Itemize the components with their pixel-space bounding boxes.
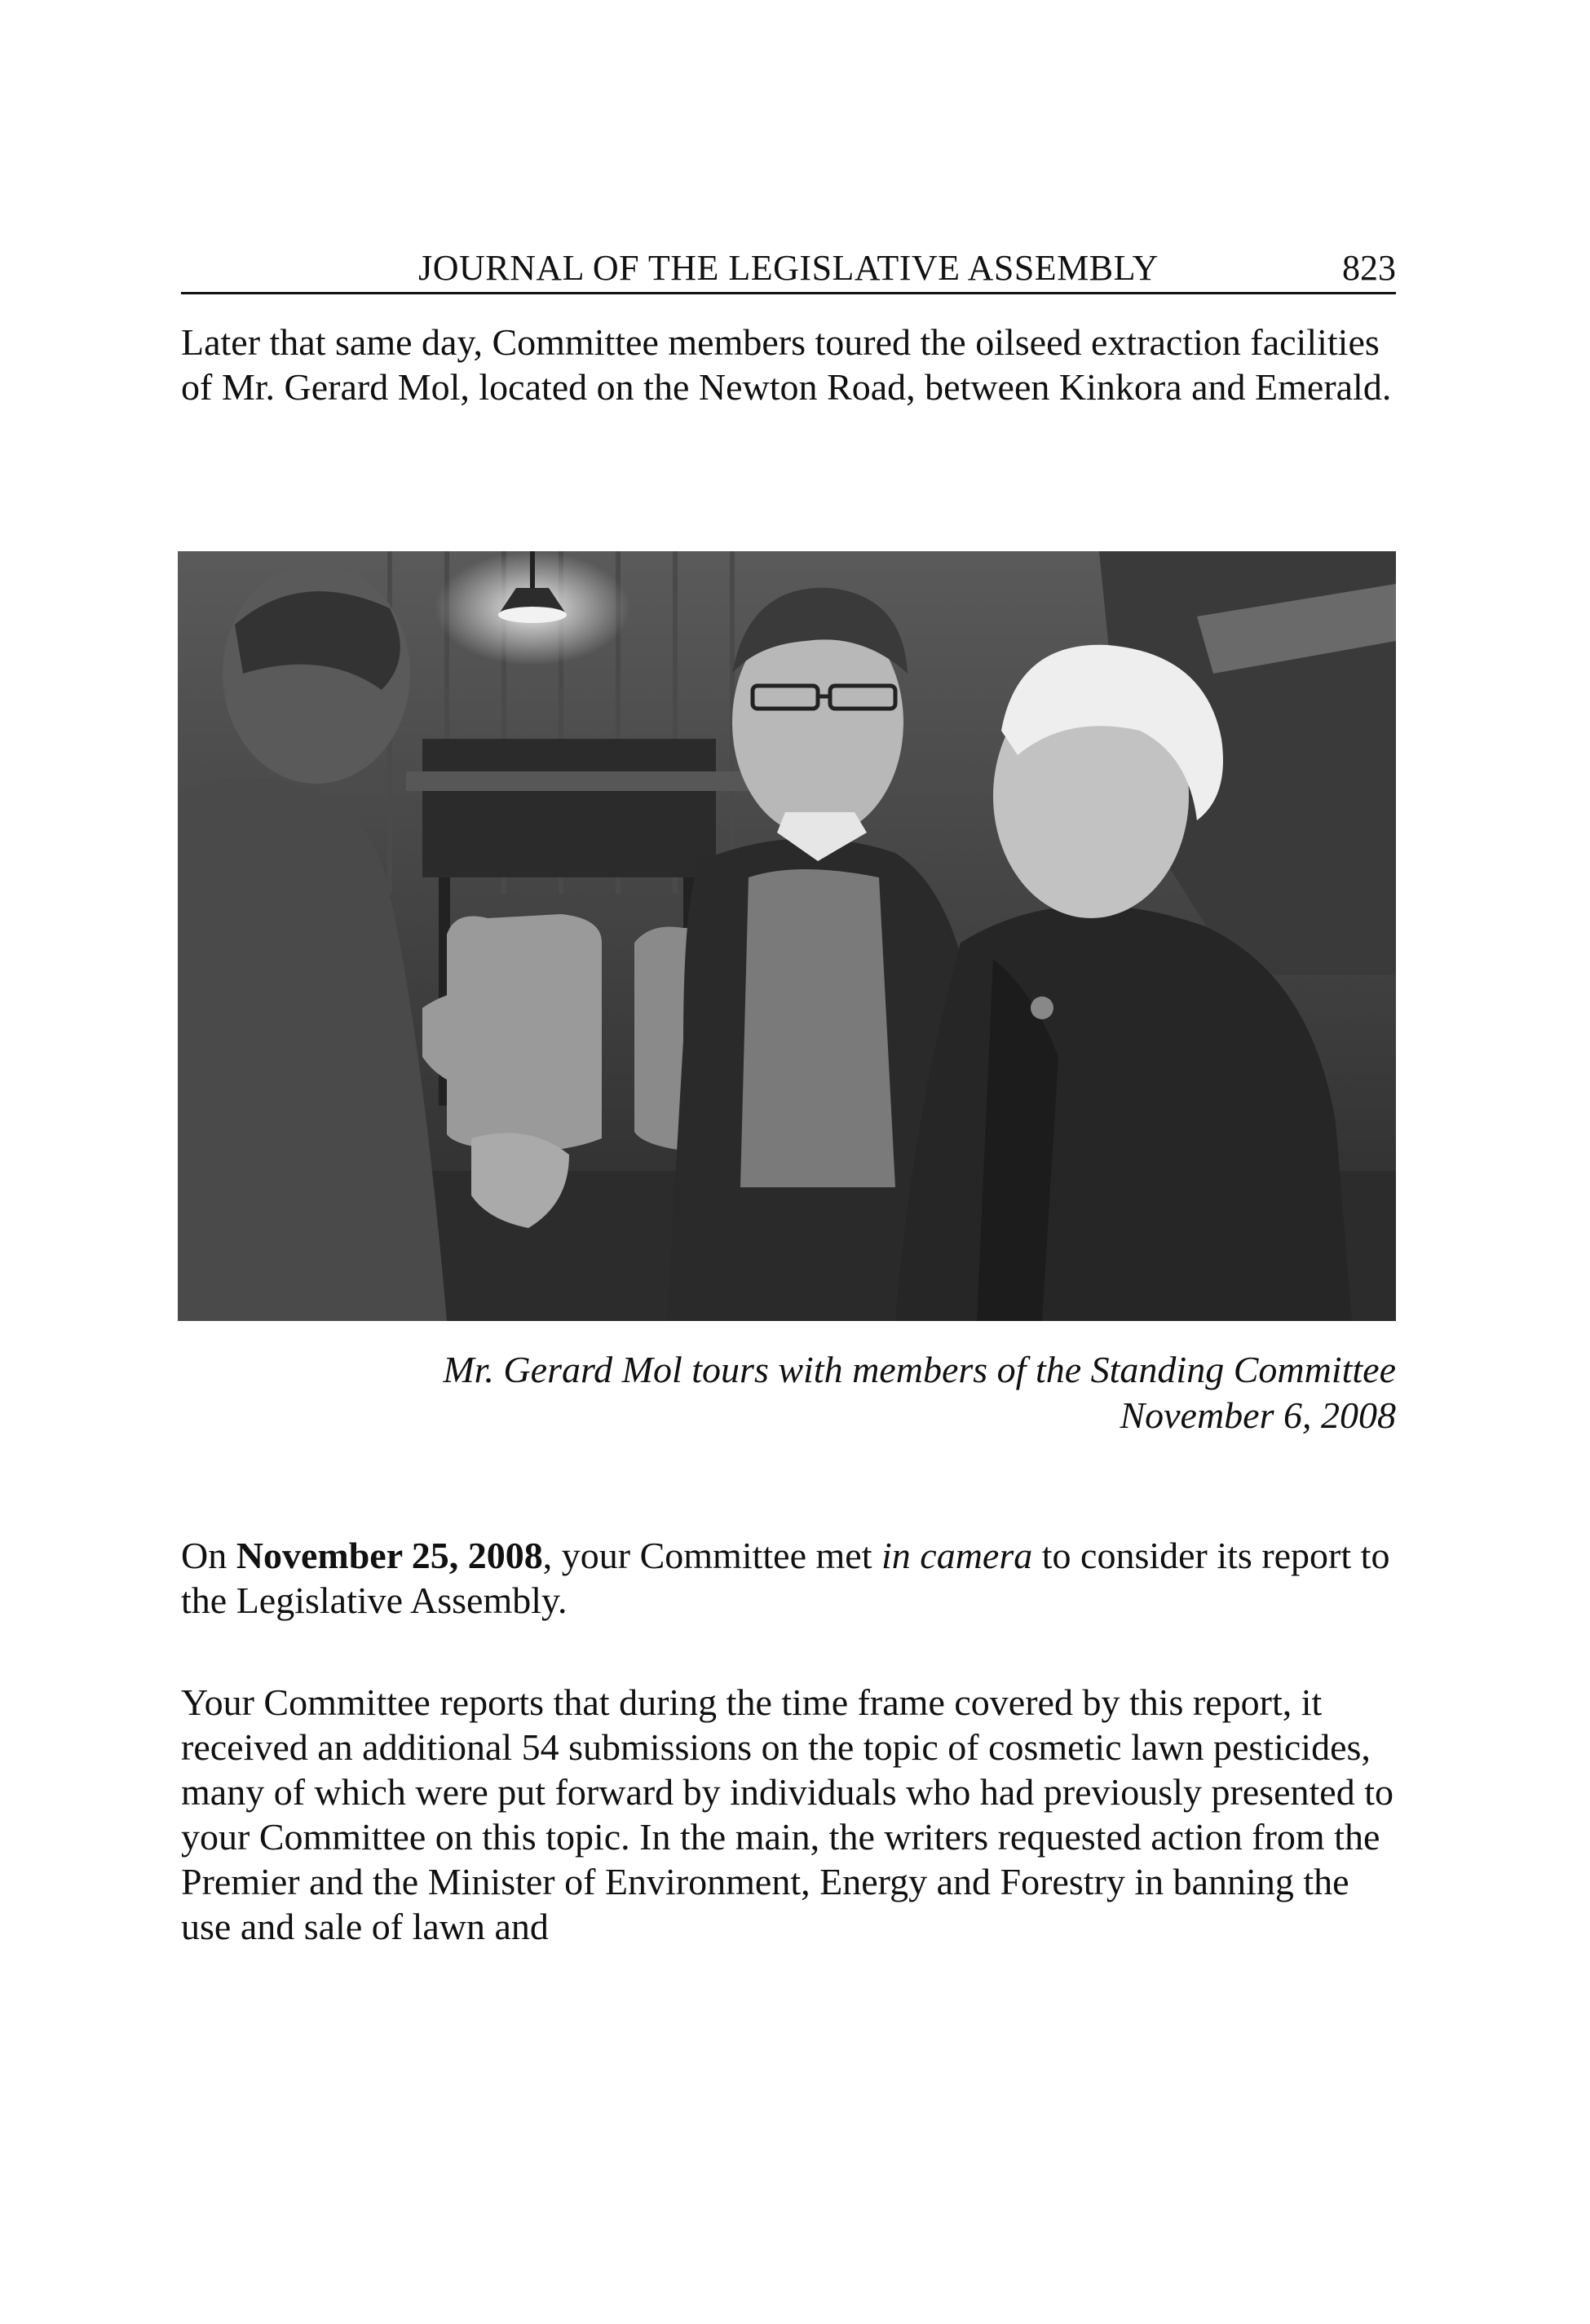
text-segment: , your Committee met (542, 1535, 881, 1576)
paragraph-in-camera (181, 1533, 1404, 1623)
journal-title: JOURNAL OF THE LEGISLATIVE ASSEMBLY (418, 248, 1159, 288)
caption-line-description: Mr. Gerard Mol tours with members of the Standing Committee (443, 1349, 1396, 1390)
page-number: 823 (1342, 248, 1396, 288)
caption-line-date: November 6, 2008 (1120, 1394, 1396, 1436)
photo-caption (443, 1347, 1396, 1438)
italic-phrase: in camera (881, 1535, 1033, 1576)
photo-committee-tour (178, 551, 1396, 1321)
bold-date: November 25, 2008 (236, 1535, 543, 1576)
photo-illustration (178, 551, 1396, 1321)
paragraph-tour: Later that same day, Committee members toured the oilseed extraction facilities of Mr. Gerard Mol, located on the Newton Road, between Kinkora and Emerald. (181, 321, 1392, 408)
running-header (181, 245, 1396, 294)
paragraph-submissions: Your Committee reports that during the time frame covered by this report, it received an additional 54 submissions on the topic of cosmetic lawn pesticides, many of which were put forward by individuals who had previously presented to your Committee on this topic. In the main, the writers requested action from the Premier and the Minister of Environment, Energy and Forestry in banning the use and sale of lawn and (181, 1681, 1393, 1947)
text-segment: On (181, 1535, 236, 1576)
text-segment: to consider its report to the Legislative Assembly. (181, 1535, 1390, 1621)
